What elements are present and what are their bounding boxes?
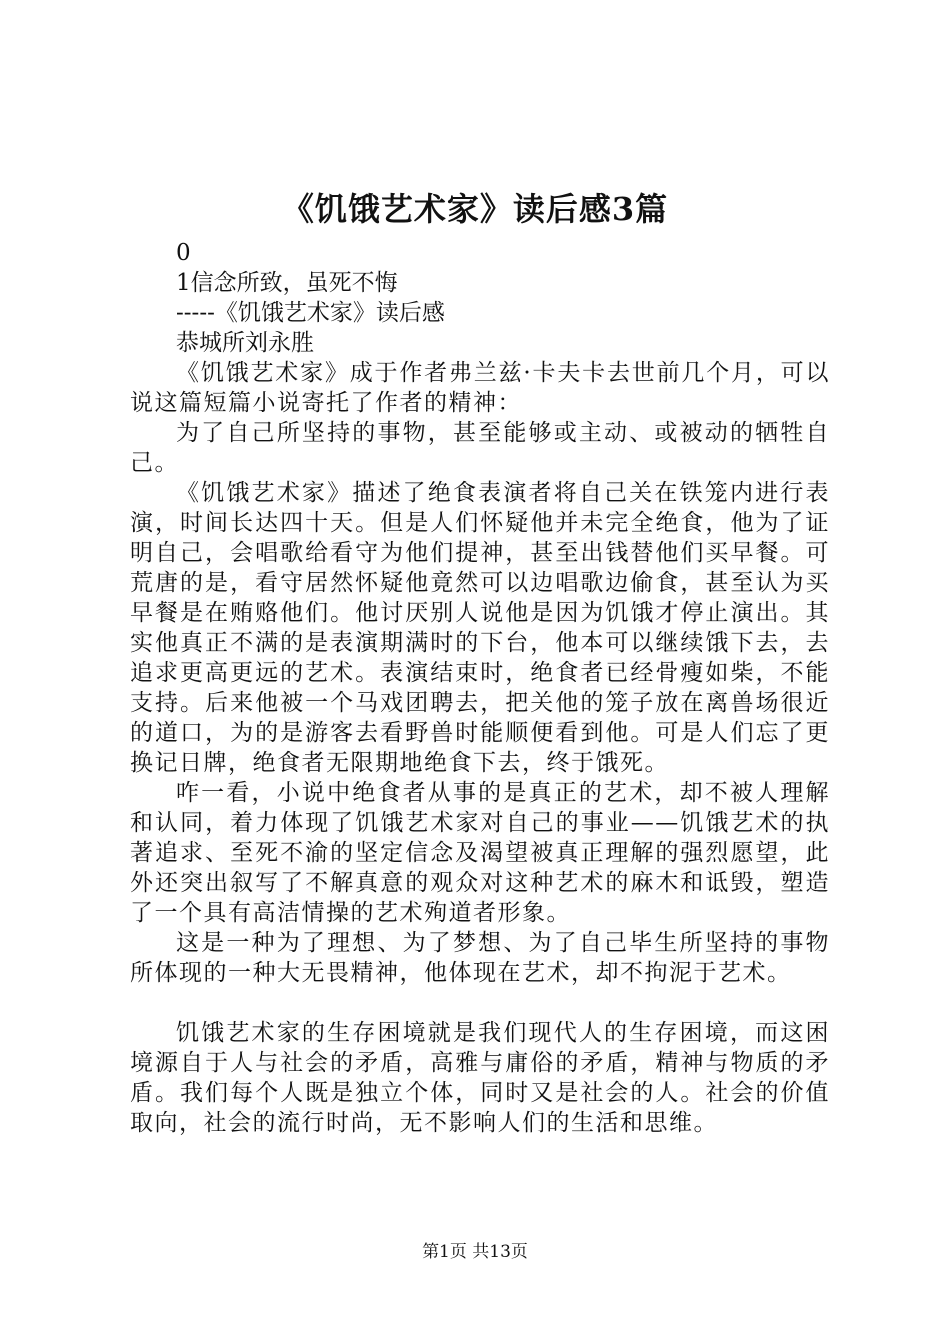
author-line: 恭城所刘永胜 [176,330,314,356]
paragraph-spacer [130,988,830,1018]
paragraph: 这是一种为了理想、为了梦想、为了自己毕生所坚持的事物所体现的一种大无畏精神，他体现在艺术，却不拘泥于艺术。 [130,930,830,986]
page-footer: 第1页 共13页 [422,1242,528,1262]
heading-line: 1信念所致，虽死不悔 [176,270,398,296]
heading-line: 0 [176,240,191,266]
paragraph: 咋一看，小说中绝食者从事的是真正的艺术，却不被人理解和认同，着力体现了饥饿艺术家对自己的事业——饥饿艺术的执著追求、至死不渝的坚定信念及渴望被真正理解的强烈愿望，此外还突出叙写了不解真意的观众对这种艺术的麻木和诋毁，塑造了一个具有高洁情操的艺术殉道者形象。 [130,780,830,926]
paragraph: 为了自己所坚持的事物，甚至能够或主动、或被动的牺牲自己。 [130,420,830,476]
paragraph: 饥饿艺术家的生存困境就是我们现代人的生存困境，而这困境源自于人与社会的矛盾，高雅与庸俗的矛盾，精神与物质的矛盾。我们每个人既是独立个体，同时又是社会的人。社会的价值取向，社会的流行时尚，无不影响人们的生活和思维。 [130,1020,830,1136]
heading-line: -----《饥饿艺术家》读后感 [176,300,445,326]
paragraph: 《饥饿艺术家》成于作者弗兰兹·卡夫卡去世前几个月，可以说这篇短篇小说寄托了作者的精神： [130,360,830,416]
document-body [130,238,830,1138]
document-title: 《饥饿艺术家》读后感3篇 [281,190,669,228]
paragraph: 《饥饿艺术家》描述了绝食表演者将自己关在铁笼内进行表演，时间长达四十天。但是人们怀疑他并未完全绝食，他为了证明自己，会唱歌给看守为他们提神，甚至出钱替他们买早餐。可荒唐的是，看守居然怀疑他竟然可以边唱歌边偷食，甚至认为买早餐是在贿赂他们。他讨厌别人说他是因为饥饿才停止演出。其实他真正不满的是表演期满时的下台，他本可以继续饿下去，去追求更高更远的艺术。表演结束时，绝食者已经骨瘦如柴，不能支持。后来他被一个马戏团聘去，把关他的笼子放在离兽场很近的道口，为的是游客去看野兽时能顺便看到他。可是人们忘了更换记日牌，绝食者无限期地绝食下去，终于饿死。 [130,480,830,776]
